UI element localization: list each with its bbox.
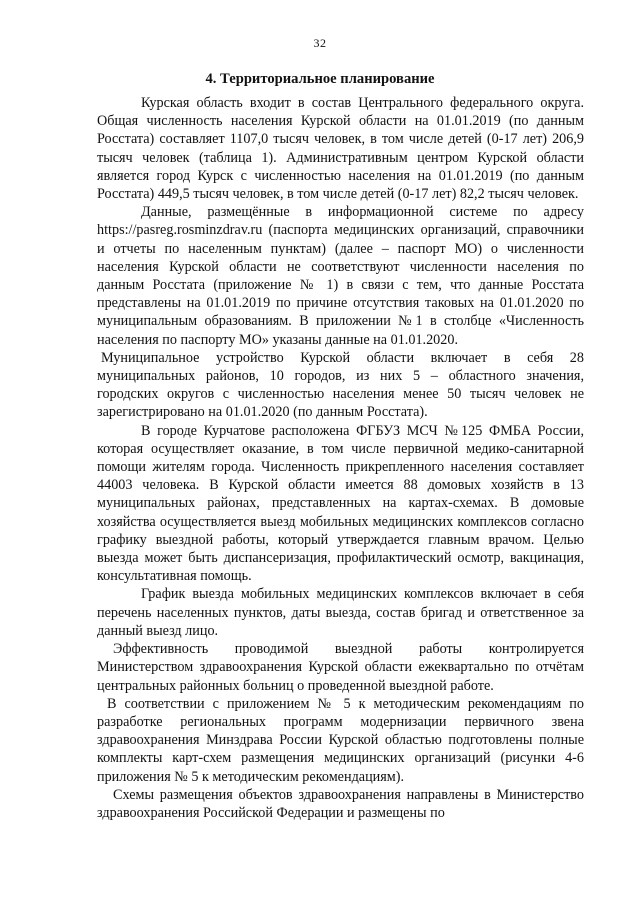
- paragraph-municipal-structure: Муниципальное устройство Курской области включает в себя 28 муниципальных районов, 10 городов, из них 5 – областного значения, городских округов с численностью населения менее 50 тысяч человек не зарегистрировано на 01.01.2020 (по данным Росстата).: [97, 349, 584, 421]
- paragraph-control: Эффективность проводимой выездной работы контролируется Министерством здравоохранения Курской области ежеквартально по отчётам центральных районных больниц о проведенной выездной работе.: [97, 641, 584, 694]
- body-text: [97, 94, 584, 822]
- section-heading: 4. Территориальное планирование: [205, 71, 435, 87]
- page-number: 32: [313, 36, 327, 50]
- paragraph-schemes: Схемы размещения объектов здравоохранения направлены в Министерство здравоохранения Российской Федерации и размещены по: [97, 786, 584, 821]
- paragraph-passport-data: Данные, размещённые в информационной системе по адресу https://pasreg.rosminzdrav.ru (паспорта медицинских организаций, справочники и отчеты по населенным пунктам) (далее – паспорт МО) о численности населения Курской области не соответствуют численности населения по данным Росстата (приложение № 1) в связи с тем, что данные Росстата представлены на 01.01.2019 по причине отсутствия таковых на 01.01.2020 по муниципальным образованиям. В приложении №1 в столбце «Численность населения по паспорту МО» указаны данные на 01.01.2020.: [97, 204, 584, 348]
- paragraph-appendix-5: В соответствии с приложением № 5 к методическим рекомендациям по разработке региональных программ модернизации первичного звена здравоохранения Минздрава России Курской областью подготовлены полные комплекты карт-схем размещения медицинских организаций (рисунки 4-6 приложения № 5 к методическим рекомендациям).: [97, 695, 584, 785]
- paragraph-kurchatov: В городе Курчатове расположена ФГБУЗ МСЧ №125 ФМБА России, которая осуществляет оказание, в том числе первичной медико-санитарной помощи жителям города. Численность прикрепленного населения составляет 44003 человека. В Курской области имеется 88 домовых хозяйств в 13 муниципальных районах, представленных на картах-схемах. В домовые хозяйства осуществляется выезд мобильных медицинских комплексов согласно графику выездной работы, который утверждается главным врачом. Целью выезда может быть диспансеризация, профилактический осмотр, вакцинация, консультативная помощь.: [97, 422, 584, 585]
- paragraph-schedule: График выезда мобильных медицинских комплексов включает в себя перечень населенных пунктов, даты выезда, состав бригад и ответственное за данный выезд лицо.: [97, 586, 584, 639]
- paragraph-region-overview: Курская область входит в состав Центрального федерального округа. Общая численность населения Курской области на 01.01.2019 (по данным Росстата) составляет 1107,0 тысяч человек, в том числе детей (0-17 лет) 206,9 тысяч человек (таблица 1). Административным центром Курской области является город Курск с численностью населения на 01.01.2019 (по данным Росстата) 449,5 тысяч человек, в том числе детей (0-17 лет) 82,2 тысяч человек.: [97, 95, 584, 203]
